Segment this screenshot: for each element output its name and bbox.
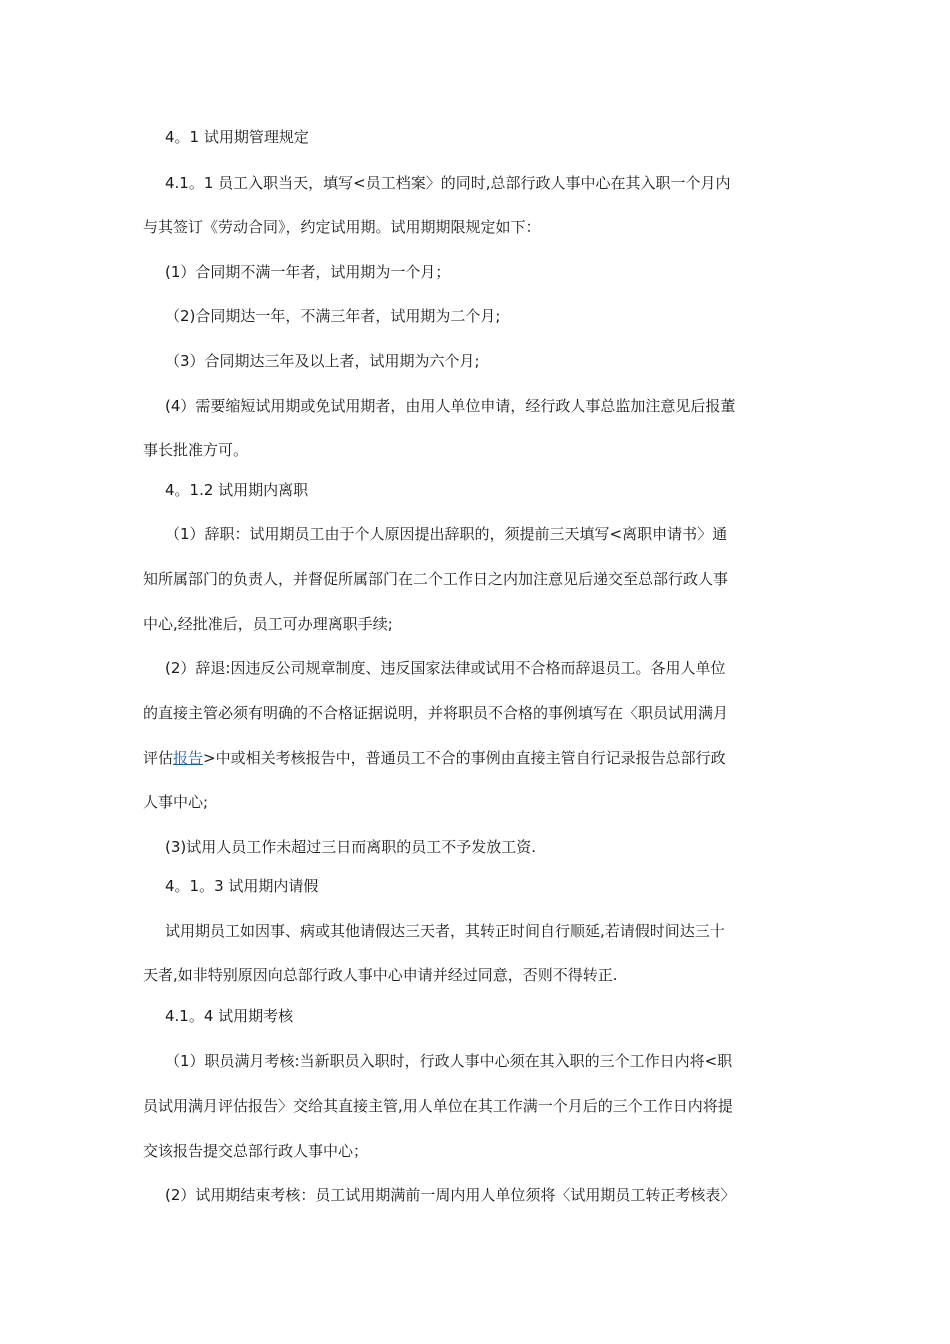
paragraph-line: 知所属部门的负责人，并督促所属部门在二个工作日之内加注意见后递交至总部行政人事 [143, 570, 729, 588]
paragraph-line-with-link [143, 747, 726, 769]
heading-4-1-4: 4.1。4 试用期考核 [165, 1007, 294, 1025]
list-item: （1）辞职：试用期员工由于个人原因提出辞职的，须提前三天填写<离职申请书〉通 [165, 525, 728, 543]
list-item: (2）辞退:因违反公司规章制度、违反国家法律或试用不合格而辞退员工。各用人单位 [165, 659, 726, 677]
list-item: （3）合同期达三年及以上者，试用期为六个月; [165, 352, 480, 370]
paragraph-line: 天者,如非特别原因向总部行政人事中心申请并经过同意，否则不得转正. [143, 966, 618, 984]
list-item: (2）试用期结束考核：员工试用期满前一周内用人单位须将〈试用期员工转正考核表〉 [165, 1186, 736, 1204]
heading-4-1-2: 4。1.2 试用期内离职 [165, 481, 309, 499]
list-item: (1）合同期不满一年者，试用期为一个月； [165, 263, 451, 281]
paragraph-line: 人事中心; [143, 793, 209, 811]
paragraph-line: 交该报告提交总部行政人事中心； [143, 1142, 369, 1160]
paragraph-line: 与其签订《劳动合同》，约定试用期。试用期期限规定如下： [143, 218, 541, 236]
paragraph-line: 事长批准方可。 [143, 441, 249, 459]
list-item: （1）职员满月考核:当新职员入职时，行政人事中心须在其入职的三个工作日内将<职 [165, 1052, 733, 1070]
paragraph-line: 的直接主管必须有明确的不合格证据说明，并将职员不合格的事例填写在〈职员试用满月 [143, 704, 729, 722]
list-item: (4）需要缩短试用期或免试用期者，由用人单位申请，经行政人事总监加注意见后报董 [165, 397, 736, 415]
paragraph-line: 试用期员工如因事、病或其他请假达三天者，其转正时间自行顺延,若请假时间达三十 [165, 922, 725, 940]
report-link[interactable]: 报告 [173, 749, 204, 767]
heading-4-1: 4。1 试用期管理规定 [165, 128, 309, 146]
list-item: （2)合同期达一年，不满三年者，试用期为二个月; [165, 307, 501, 325]
paragraph-line: 员试用满月评估报告〉交给其直接主管,用人单位在其工作满一个月后的三个工作日内将提 [143, 1097, 733, 1115]
list-item: (3)试用人员工作未超过三日而离职的员工不予发放工资. [165, 838, 537, 856]
heading-4-1-3: 4。1。3 试用期内请假 [165, 877, 319, 895]
text-segment: >中或相关考核报告中，普通员工不合的事例由直接主管自行记录报告总部行政 [203, 749, 726, 767]
paragraph-line: 4.1。1 员工入职当天，填写<员工档案〉的同时,总部行政人事中心在其入职一个月内 [165, 174, 731, 192]
paragraph-line: 中心,经批准后，员工可办理离职手续; [143, 615, 393, 633]
text-segment: 评估 [143, 749, 174, 767]
